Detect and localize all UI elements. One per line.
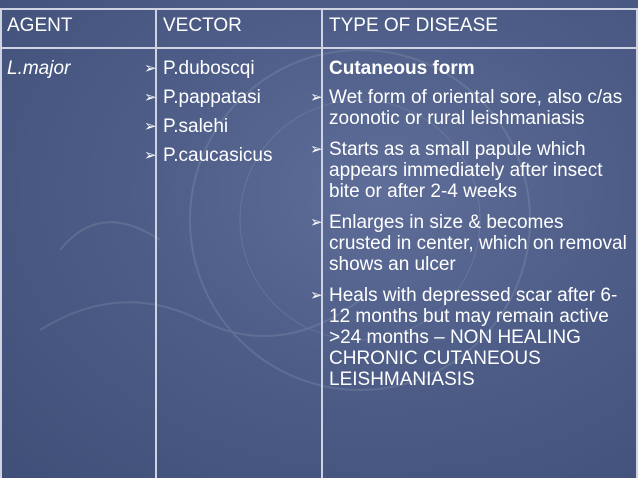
arrow-bullet-icon: ➢ bbox=[310, 89, 323, 106]
agent-name: L.major bbox=[7, 58, 71, 79]
list-item bbox=[310, 87, 628, 129]
list-item bbox=[310, 139, 628, 202]
arrow-bullet-icon: ➢ bbox=[144, 118, 157, 135]
arrow-bullet-icon: ➢ bbox=[310, 214, 323, 231]
disease-point-text: Wet form of oriental sore, also c/as zoonotic or rural leishmaniasis bbox=[329, 87, 623, 129]
arrow-bullet-icon: ➢ bbox=[144, 60, 157, 77]
header-disease: TYPE OF DISEASE bbox=[329, 15, 498, 36]
list-item bbox=[310, 212, 628, 275]
disease-point-text: Starts as a small papule which appears immediately after insect bite or after 2-4 weeks bbox=[329, 139, 603, 202]
arrow-bullet-icon: ➢ bbox=[310, 287, 323, 304]
left-border bbox=[0, 8, 2, 478]
list-item bbox=[144, 87, 319, 108]
vector-list bbox=[144, 58, 319, 174]
disease-points bbox=[310, 87, 628, 400]
header-divider bbox=[0, 47, 638, 49]
vector-name: P.duboscqi bbox=[163, 58, 255, 79]
list-item bbox=[144, 145, 319, 166]
list-item bbox=[144, 58, 319, 79]
arrow-bullet-icon: ➢ bbox=[144, 147, 157, 164]
list-item bbox=[144, 116, 319, 137]
table-top-border bbox=[0, 8, 638, 10]
header-vector: VECTOR bbox=[163, 15, 242, 36]
disease-title: Cutaneous form bbox=[329, 58, 475, 79]
arrow-bullet-icon: ➢ bbox=[310, 141, 323, 158]
arrow-bullet-icon: ➢ bbox=[144, 89, 157, 106]
header-agent: AGENT bbox=[7, 15, 73, 36]
disease-point-text: Heals with depressed scar after 6-12 months but may remain active >24 months – NON HEALING CHRONIC CUTANEOUS LEISHMANIASIS bbox=[329, 285, 618, 390]
disease-point-text: Enlarges in size & becomes crusted in center, which on removal shows an ulcer bbox=[329, 212, 627, 275]
list-item bbox=[310, 285, 628, 390]
vector-name: P.pappatasi bbox=[163, 87, 261, 108]
vector-name: P.caucasicus bbox=[163, 145, 273, 166]
vector-name: P.salehi bbox=[163, 116, 229, 137]
